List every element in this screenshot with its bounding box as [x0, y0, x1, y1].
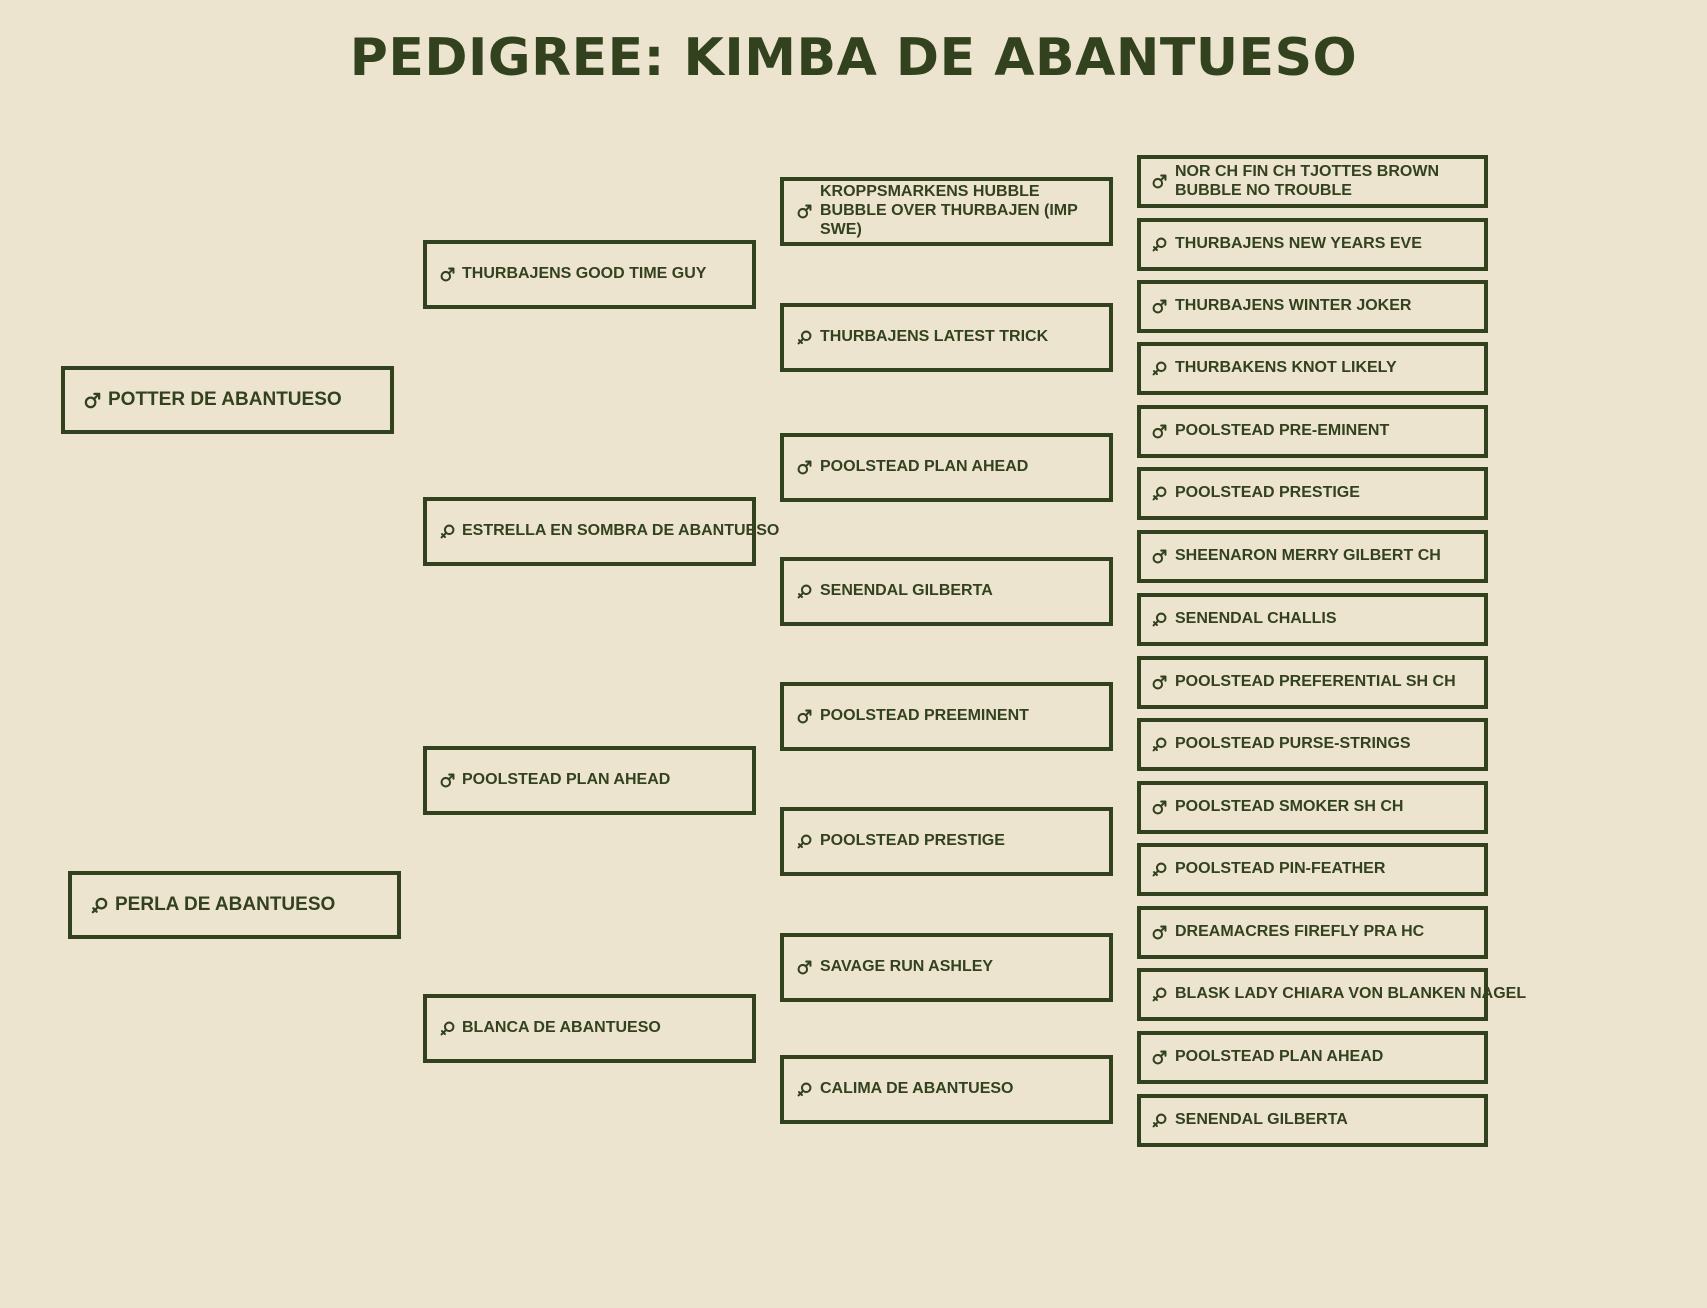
great-great-grandparent-box — [1137, 342, 1488, 395]
great-grandparent-box — [780, 1055, 1113, 1124]
great-great-grandparent-box — [1137, 968, 1527, 1021]
great-great-grandparent-box — [1137, 593, 1488, 646]
great-great-grandparent-box — [1137, 467, 1488, 520]
male-icon — [796, 959, 813, 976]
female-icon — [90, 896, 109, 915]
great-great-grandparent-name: POOLSTEAD PRE-EMINENT — [1175, 422, 1390, 440]
female-icon — [1151, 360, 1168, 377]
great-great-grandparent-name: THURBAJENS NEW YEARS EVE — [1175, 235, 1422, 253]
male-icon — [1151, 423, 1168, 440]
grandparent-box — [423, 746, 756, 815]
great-grandparent-name: SAVAGE RUN ASHLEY — [820, 958, 994, 976]
page-title: PEDIGREE: KIMBA DE ABANTUESO — [349, 28, 1358, 88]
great-great-grandparent-box — [1137, 280, 1488, 333]
great-great-grandparent-box — [1137, 843, 1488, 896]
female-icon — [1151, 1112, 1168, 1129]
great-great-grandparent-box — [1137, 1094, 1488, 1147]
great-grandparent-box — [780, 807, 1113, 876]
great-great-grandparent-name: POOLSTEAD PURSE-STRINGS — [1175, 735, 1411, 753]
male-icon — [796, 459, 813, 476]
great-great-grandparent-name: POOLSTEAD PIN-FEATHER — [1175, 860, 1386, 878]
female-icon — [439, 523, 456, 540]
great-grandparent-name: CALIMA DE ABANTUESO — [820, 1080, 1014, 1098]
great-great-grandparent-name: THURBAKENS KNOT LIKELY — [1175, 359, 1397, 377]
grandparent-box — [423, 497, 780, 566]
male-icon — [1151, 1049, 1168, 1066]
male-icon — [1151, 799, 1168, 816]
male-icon — [439, 772, 456, 789]
great-grandparent-box — [780, 303, 1113, 372]
great-great-grandparent-box — [1137, 405, 1488, 458]
male-icon — [1151, 173, 1168, 190]
great-grandparent-name: POOLSTEAD PRESTIGE — [820, 832, 1005, 850]
great-great-grandparent-name: SHEENARON MERRY GILBERT CH — [1175, 547, 1441, 565]
male-icon — [1151, 298, 1168, 315]
parent-box — [61, 366, 394, 434]
great-grandparent-name: POOLSTEAD PLAN AHEAD — [820, 458, 1029, 476]
female-icon — [796, 329, 813, 346]
great-great-grandparent-box — [1137, 155, 1488, 208]
female-icon — [1151, 236, 1168, 253]
parent-name: POTTER DE ABANTUESO — [108, 388, 342, 410]
great-great-grandparent-name: BLASK LADY CHIARA VON BLANKEN NAGEL — [1175, 985, 1527, 1003]
grandparent-box — [423, 994, 756, 1063]
female-icon — [796, 1081, 813, 1098]
male-icon — [1151, 548, 1168, 565]
parent-box — [68, 871, 401, 939]
great-grandparent-name: SENENDAL GILBERTA — [820, 582, 993, 600]
grandparent-name: ESTRELLA EN SOMBRA DE ABANTUESO — [462, 522, 780, 540]
great-great-grandparent-name: NOR CH FIN CH TJOTTES BROWN BUBBLE NO TROUBLE — [1175, 162, 1439, 199]
male-icon — [439, 266, 456, 283]
great-great-grandparent-name: SENENDAL GILBERTA — [1175, 1111, 1348, 1129]
male-icon — [796, 203, 813, 220]
great-great-grandparent-name: POOLSTEAD PREFERENTIAL SH CH — [1175, 673, 1456, 691]
female-icon — [796, 833, 813, 850]
great-great-grandparent-box — [1137, 906, 1488, 959]
great-great-grandparent-name: POOLSTEAD PRESTIGE — [1175, 484, 1360, 502]
great-great-grandparent-box — [1137, 218, 1488, 271]
great-great-grandparent-box — [1137, 1031, 1488, 1084]
great-grandparent-box — [780, 557, 1113, 626]
grandparent-name: THURBAJENS GOOD TIME GUY — [462, 265, 707, 283]
great-great-grandparent-name: POOLSTEAD PLAN AHEAD — [1175, 1048, 1384, 1066]
male-icon — [796, 708, 813, 725]
great-grandparent-box — [780, 682, 1113, 751]
great-great-grandparent-name: THURBAJENS WINTER JOKER — [1175, 297, 1412, 315]
parent-name: PERLA DE ABANTUESO — [115, 893, 336, 915]
female-icon — [439, 1020, 456, 1037]
female-icon — [1151, 485, 1168, 502]
great-great-grandparent-box — [1137, 718, 1488, 771]
great-grandparent-name: POOLSTEAD PREEMINENT — [820, 707, 1029, 725]
great-great-grandparent-box — [1137, 530, 1488, 583]
female-icon — [1151, 611, 1168, 628]
great-great-grandparent-box — [1137, 781, 1488, 834]
great-great-grandparent-name: SENENDAL CHALLIS — [1175, 610, 1337, 628]
great-great-grandparent-name: POOLSTEAD SMOKER SH CH — [1175, 798, 1404, 816]
great-grandparent-box — [780, 933, 1113, 1002]
grandparent-name: POOLSTEAD PLAN AHEAD — [462, 771, 671, 789]
female-icon — [1151, 736, 1168, 753]
great-grandparent-name: KROPPSMARKENS HUBBLE BUBBLE OVER THURBAJEN (IMP SWE) — [820, 183, 1078, 238]
grandparent-box — [423, 240, 756, 309]
great-great-grandparent-name: DREAMACRES FIREFLY PRA HC — [1175, 923, 1425, 941]
female-icon — [1151, 986, 1168, 1003]
great-grandparent-box — [780, 177, 1113, 246]
great-great-grandparent-box — [1137, 656, 1488, 709]
male-icon — [1151, 924, 1168, 941]
grandparent-name: BLANCA DE ABANTUESO — [462, 1019, 661, 1037]
female-icon — [796, 583, 813, 600]
male-icon — [1151, 674, 1168, 691]
male-icon — [83, 391, 102, 410]
great-grandparent-name: THURBAJENS LATEST TRICK — [820, 328, 1049, 346]
female-icon — [1151, 861, 1168, 878]
great-grandparent-box — [780, 433, 1113, 502]
